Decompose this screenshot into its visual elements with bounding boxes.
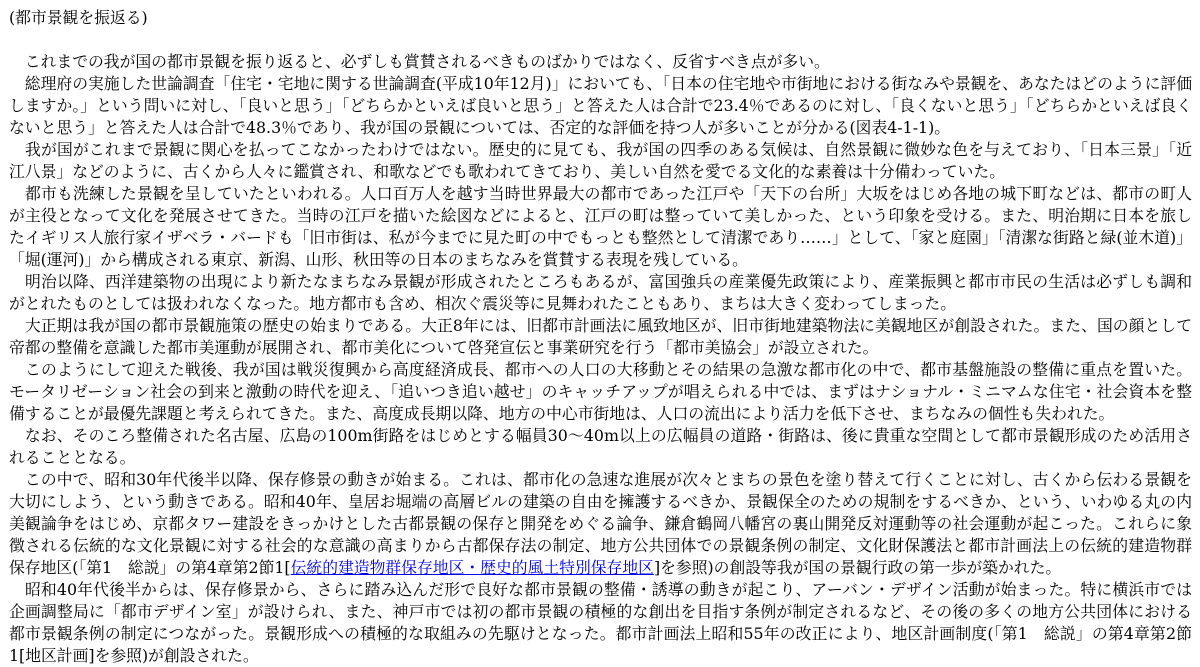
section-title: (都市景観を振返る) — [9, 8, 148, 27]
paragraph-postwar: このようにして迎えた戦後、我が国は戦災復興から高度経済成長、都市への人口の大移動とその結果の急激な都市化の中で、都市基盤施設の整備に重点を置いた。モータリゼーション社会の到来と激動の時代を迎え、「追いつき追い越せ」のキャッチアップが唱えられる中では、まずはナショナル・ミニマムな住宅・社会資本を整備することが最優先課題と考えられてきた。また、高度成長期以降、地方の中心市街地は、人口の流出により活力を低下させ、まちなみの個性も失われた。 — [9, 360, 1192, 423]
paragraph-intro: これまでの我が国の都市景観を振り返ると、必ずしも賞賛されるべきものばかりではなく、反省すべき点が多い。 — [9, 52, 830, 71]
document-body — [9, 7, 1192, 667]
paragraph-meiji: 明治以降、西洋建築物の出現により新たなまちなみ景観が形成されたところもあるが、富国強兵の産業優先政策により、産業振興と都市市民の生活は必ずしも調和がとれたものとしては扱われなくなった。地方都市も含め、相次ぐ震災等に見舞われたこともあり、まちは大きく変わってしまった。 — [9, 272, 1192, 313]
paragraph-wide-streets: なお、そのころ整備された名古屋、広島の100m街路をはじめとする幅員30～40m以上の広幅員の道路・街路は、後に貴重な空間として都市景観形成のため活用されることとなる。 — [9, 426, 1192, 467]
preservation-text-before: この中で、昭和30年代後半以降、保存修景の動きが始まる。これは、都市化の急速な進展が次々とまちの景色を塗り替えて行くことに対し、古くから伝わる景観を大切にしよう、という動きである。昭和40年、皇居お堀端の高層ビルの建築の自由を擁護するべきか、景観保全のための規制をするべきか、という、いわゆる丸の内美観論争をはじめ、京都タワー建設をきっかけとした古都景観の保存と開発をめぐる論争、鎌倉鶴岡八幡宮の裏山開発反対運動等の社会運動が起こった。これらに象徴される伝統的な文化景観に対する社会的な意識の高まりから古都保存法の制定、地方公共団体での景観条例の制定、文化財保護法と都市計画法上の伝統的建造物群保存地区(「第1 総説」の第4章第2節1[ — [9, 470, 1192, 577]
blank-line — [9, 29, 1192, 51]
preservation-text-after: ]を参照)の創設等我が国の景観行政の第一歩が築かれた。 — [653, 558, 1062, 577]
paragraph-natural-scenery: 我が国がこれまで景観に関心を払ってこなかったわけではない。歴史的に見ても、我が国の四季のある気候は、自然景観に微妙な色を与えており、「日本三景」「近江八景」などのように、古くから人々に鑑賞され、和歌などでも歌われてきており、美しい自然を愛でる文化的な素養は十分備わっていた。 — [9, 140, 1192, 181]
paragraph-preservation — [9, 469, 1192, 579]
paragraph-edo-cities: 都市も洗練した景観を呈していたといわれる。人口百万人を越す当時世界最大の都市であった江戸や「天下の台所」大坂をはじめ各地の城下町などは、都市の町人が主役となって文化を発展させてきた。当時の江戸を描いた絵図などによると、江戸の町は整っていて美しかった、という印象を受ける。また、明治期に日本を旅したイギリス人旅行家イザベラ・バードも「旧市街は、私が今までに見た町の中でもっとも整然として清潔であり……」として、「家と庭園」「清潔な街路と緑(並木道)」「堀(運河)」から構成される東京、新潟、山形、秋田等の日本のまちなみを賞賛する表現を残している。 — [9, 184, 1192, 269]
paragraph-urban-design: 昭和40年代後半からは、保存修景から、さらに踏み込んだ形で良好な都市景観の整備・誘導の動きが起こり、アーバン・デザイン活動が始まった。特に横浜市では企画調整局に「都市デザイン室」が設けられ、また、神戸市では初の都市景観の積極的な創出を目指す条例が制定されるなど、その後の多くの地方公共団体における都市景観条例の制定につながった。景観形成への積極的な取組みの先駆けとなった。都市計画法上昭和55年の改正により、地区計画制度(「第1 総説」の第4章第2節1[地区計画]を参照)が創設された。 — [9, 580, 1192, 665]
preservation-district-link[interactable]: 伝統的建造物群保存地区・歴史的風土特別保存地区 — [290, 558, 654, 577]
paragraph-taisho: 大正期は我が国の都市景観施策の歴史の始まりである。大正8年には、旧都市計画法に風致地区が、旧市街地建築物法に美観地区が創設された。また、国の顔として帝都の整備を意識した都市美運動が展開され、都市美化について啓発宣伝と事業研究を行う「都市美協会」が設立された。 — [9, 316, 1192, 357]
paragraph-survey: 総理府の実施した世論調査「住宅・宅地に関する世論調査(平成10年12月)」においても、「日本の住宅地や市街地における街なみや景観を、あなたはどのように評価しますか。」という問いに対し、「良いと思う」「どちらかといえば良いと思う」と答えた人は合計で23.4％であるのに対し、「良くないと思う」「どちらかといえば良くないと思う」と答えた人は合計で48.3％であり、我が国の景観については、否定的な評価を持つ人が多いことが分かる(図表4-1-1)。 — [9, 74, 1192, 137]
